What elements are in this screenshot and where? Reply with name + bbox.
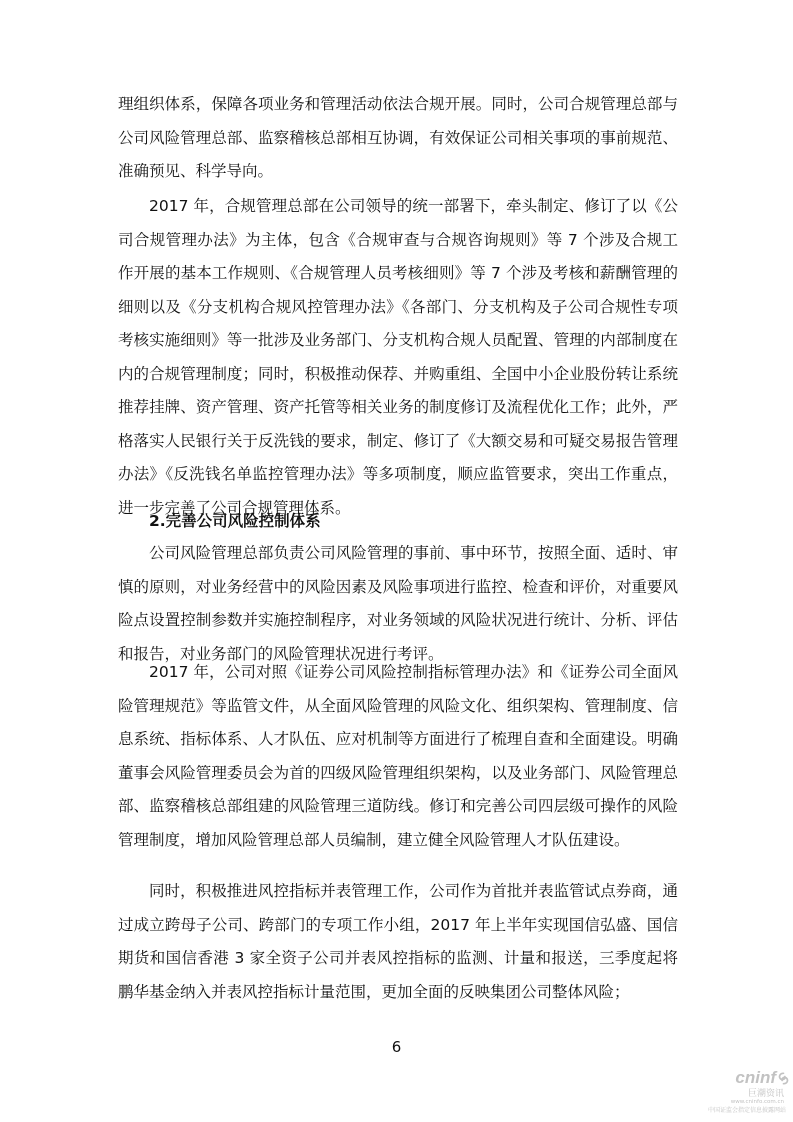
swirl-logo-icon <box>777 1072 790 1085</box>
paragraph-1: 理组织体系，保障各项业务和管理活动依法合规开展。同时，公司合规管理总部与公司风险管理总部、监察稽核总部相互协调，有效保证公司相关事项的事前规范、准确预见、科学导向。 <box>118 95 678 180</box>
cninfo-url: www.cninfo.com.cn <box>730 1099 784 1105</box>
paragraph-4: 2017 年，公司对照《证券公司风险控制指标管理办法》和《证券公司全面风险管理规范》等监管文件，从全面风险管理的风险文化、组织架构、管理制度、信息系统、指标体系、人才队伍、应对机制等方面进行了梳理自查和全面建设。明确董事会风险管理委员会为首的四级风险管理组织架构，以及业务部门、风险管理总部、监察稽核总部组建的风险管理三道防线。修订和完善公司四层级可操作的风险管理制度，增加风险管理总部人员编制，建立健全风险管理人才队伍建设。 <box>118 663 678 849</box>
cninfo-footer: 中国证监会指定信息披露网站 <box>707 1107 786 1114</box>
page-number: 6 <box>391 1038 402 1056</box>
paragraph-3: 公司风险管理总部负责公司风险管理的事前、事中环节，按照全面、适时、审慎的原则，对业务经营中的风险因素及风险事项进行监控、检查和评价，对重要风险点设置控制参数并实施控制程序，对业务领域的风险状况进行统计、分析、评估和报告，对业务部门的风险管理状况进行考评。 <box>118 544 678 663</box>
cninfo-watermark <box>700 1068 790 1114</box>
cninfo-name: 巨潮资讯 <box>747 1089 784 1099</box>
paragraph-5: 同时，积极推进风控指标并表管理工作，公司作为首批并表监管试点券商，通过成立跨母子公司、跨部门的专项工作小组，2017 年上半年实现国信弘盛、国信期货和国信香港 3 家全资子公司并表风控指标的监测、计量和报送，三季度起将鹏华基金纳入并表风控指标计量范围，更加全面的反映集团公司整体风险； <box>118 882 678 1001</box>
cninfo-logo-text: cninf <box>735 1068 776 1087</box>
paragraph-2: 2017 年，合规管理总部在公司领导的统一部署下，牵头制定、修订了以《公司合规管理办法》为主体，包含《合规审查与合规咨询规则》等 7 个涉及合规工作开展的基本工作规则、《合规管理人员考核细则》等 7 个涉及考核和薪酬管理的细则以及《分支机构合规风控管理办法》《各部门、分支机构及子公司合规性专项考核实施细则》等一批涉及业务部门、分支机构合规人员配置、管理的内部制度在内的合规管理制度；同时，积极推动保荐、并购重组、全国中小企业股份转让系统推荐挂牌、资产管理、资产托管等相关业务的制度修订及流程优化工作；此外，严格落实人民银行关于反洗钱的要求，制定、修订了《大额交易和可疑交易报告管理办法》《反洗钱名单监控管理办法》等多项制度，顺应监管要求，突出工作重点，进一步完善了公司合规管理体系。 <box>118 197 678 517</box>
section-heading: 2.完善公司风险控制体系 <box>149 512 321 530</box>
